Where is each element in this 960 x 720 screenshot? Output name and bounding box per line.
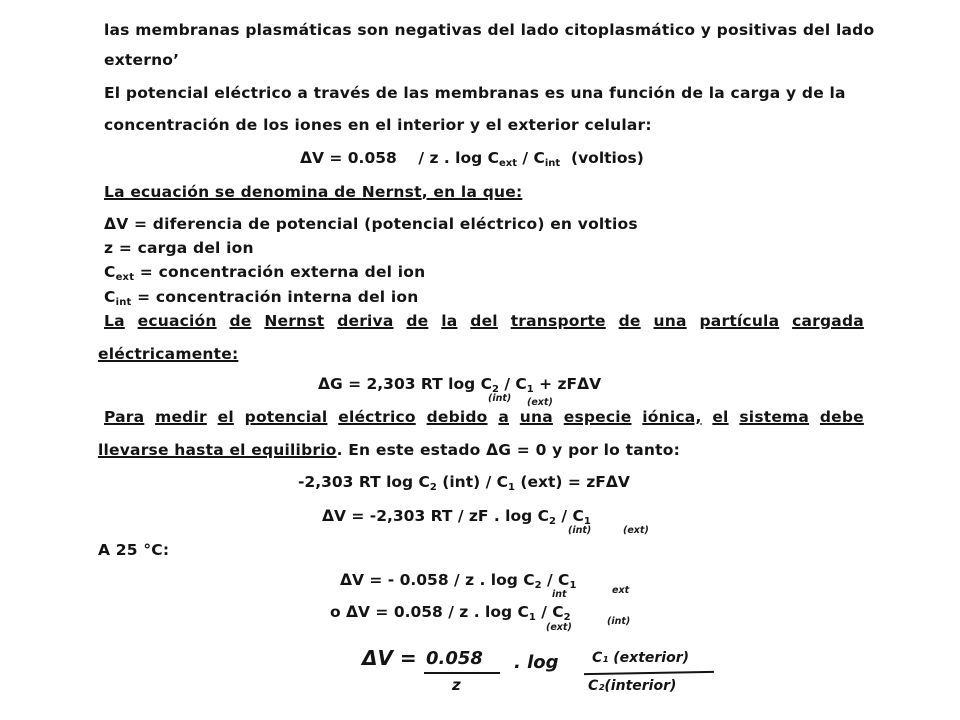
handwritten-annotation: (int)	[568, 525, 592, 536]
word: una	[519, 408, 553, 426]
word: el	[712, 408, 729, 426]
equation-gibbs	[318, 374, 601, 400]
paragraph-line: concentración de los iones en el interior y el exterior celular:	[104, 116, 652, 134]
word: de	[229, 312, 252, 330]
equation-term: ΔG = 2,303 RT log C	[318, 375, 492, 393]
fraction-bar	[424, 672, 500, 674]
handwritten-fraction-numerator: C₁ (exterior)	[592, 650, 690, 666]
handwritten-annotation: int	[552, 589, 567, 600]
equation-term: / C	[517, 149, 545, 167]
definition-cext	[104, 262, 425, 288]
subscript: 1	[526, 384, 534, 395]
equation-term: ΔV = -2,303 RT / zF . log C	[322, 507, 550, 525]
word: la	[441, 312, 458, 330]
subscript: int	[115, 297, 132, 308]
word: eléctrico	[338, 408, 416, 426]
paragraph-line: externo’	[104, 51, 180, 69]
handwritten-annotation: (ext)	[527, 397, 553, 408]
subscript: int	[544, 158, 561, 169]
fraction-bar	[584, 671, 714, 675]
handwritten-annotation: ext	[612, 585, 630, 596]
symbol: C	[104, 288, 116, 306]
word: Para	[104, 408, 145, 426]
equation-dv-25c-alt	[330, 602, 571, 628]
word: debido	[426, 408, 488, 426]
equation-nernst-general	[300, 148, 644, 174]
word: cargada	[792, 312, 864, 330]
subscript: 2	[534, 580, 542, 591]
nernst-name: Nernst	[361, 183, 422, 201]
handwritten-annotation: (ext)	[546, 622, 572, 633]
word: transporte	[510, 312, 606, 330]
subscript: 1	[583, 516, 591, 527]
equation-term: -2,303 RT log C	[298, 473, 430, 491]
intro-text: La ecuación se denomina de	[104, 183, 362, 201]
definition-cint	[104, 287, 419, 313]
handwritten-denominator: z	[452, 676, 461, 694]
definition-dv: ΔV = diferencia de potencial (potencial eléctrico) en voltios	[104, 215, 638, 233]
equation-term: (ext) = zFΔV	[515, 473, 630, 491]
handwritten-fraction-denominator: C₂(interior)	[588, 678, 677, 694]
paragraph-line: las membranas plasmáticas son negativas del lado citoplasmático y positivas del lado	[104, 21, 875, 39]
word: iónica,	[642, 408, 702, 426]
subscript: 2	[429, 482, 437, 493]
equation-term: / C	[535, 603, 564, 621]
symbol: C	[104, 263, 116, 281]
paragraph-line: El potencial eléctrico a través de las membranas es una función de la carga y de la	[104, 84, 846, 102]
handwritten-annotation: (int)	[488, 393, 512, 404]
nernst-intro	[104, 182, 522, 202]
word: de	[618, 312, 641, 330]
equation-term: / C	[541, 571, 570, 589]
word: el	[217, 408, 234, 426]
underlined-phrase: llevarse hasta el equilibrio	[98, 441, 337, 459]
subscript: 1	[508, 482, 515, 493]
derive-line-2: eléctricamente:	[98, 345, 239, 363]
equation-term: + zFΔV	[533, 375, 602, 393]
subscript: ext	[499, 158, 518, 169]
word: sistema	[739, 408, 810, 426]
equation-term: / C	[498, 375, 527, 393]
sentence-text: . En este estado ΔG = 0 y por lo tanto:	[336, 441, 680, 459]
word: del	[470, 312, 498, 330]
word: Nernst	[264, 312, 325, 330]
intro-text: , en la que:	[421, 183, 523, 201]
subscript: ext	[115, 272, 135, 283]
word: potencial	[244, 408, 328, 426]
equation-term: o ΔV = 0.058 / z . log C	[330, 603, 529, 621]
word: de	[406, 312, 429, 330]
handwritten-lhs: ΔV =	[362, 646, 417, 670]
equation-term: (int) / C	[436, 473, 509, 491]
word: La	[104, 312, 125, 330]
word: partícula	[699, 312, 780, 330]
equation-dv-rt	[322, 506, 591, 532]
measure-line-1	[104, 407, 864, 427]
word: especie	[563, 408, 632, 426]
handwritten-log: . log	[514, 652, 559, 673]
equation-unit: (voltios)	[570, 149, 644, 167]
handwritten-numerator: 0.058	[426, 648, 483, 669]
subscript: 2	[491, 384, 499, 395]
handwritten-annotation: (ext)	[623, 525, 649, 536]
word: ecuación	[137, 312, 217, 330]
word: debe	[819, 408, 864, 426]
subscript: 2	[549, 516, 556, 527]
subscript: 1	[569, 580, 577, 591]
derive-line-1	[104, 311, 864, 331]
word: medir	[155, 408, 207, 426]
subscript: 2	[563, 612, 571, 623]
word: deriva	[337, 312, 394, 330]
equation-dv-25c	[340, 570, 576, 596]
measure-line-2	[98, 440, 680, 460]
equation-term: / z . log C	[418, 149, 499, 167]
equation-equilibrium	[298, 472, 630, 498]
definition-text: = concentración externa del ion	[134, 263, 426, 281]
temperature-label: A 25 °C:	[98, 541, 170, 559]
subscript: 1	[528, 612, 536, 623]
definition-z: z = carga del ion	[104, 239, 254, 257]
equation-term: / C	[555, 507, 584, 525]
definition-text: = concentración interna del ion	[131, 288, 419, 306]
handwritten-annotation: (int)	[607, 616, 631, 627]
equation-lhs: ΔV = 0.058	[300, 149, 397, 167]
word: una	[653, 312, 687, 330]
word: a	[498, 408, 509, 426]
equation-term: ΔV = - 0.058 / z . log C	[340, 571, 535, 589]
